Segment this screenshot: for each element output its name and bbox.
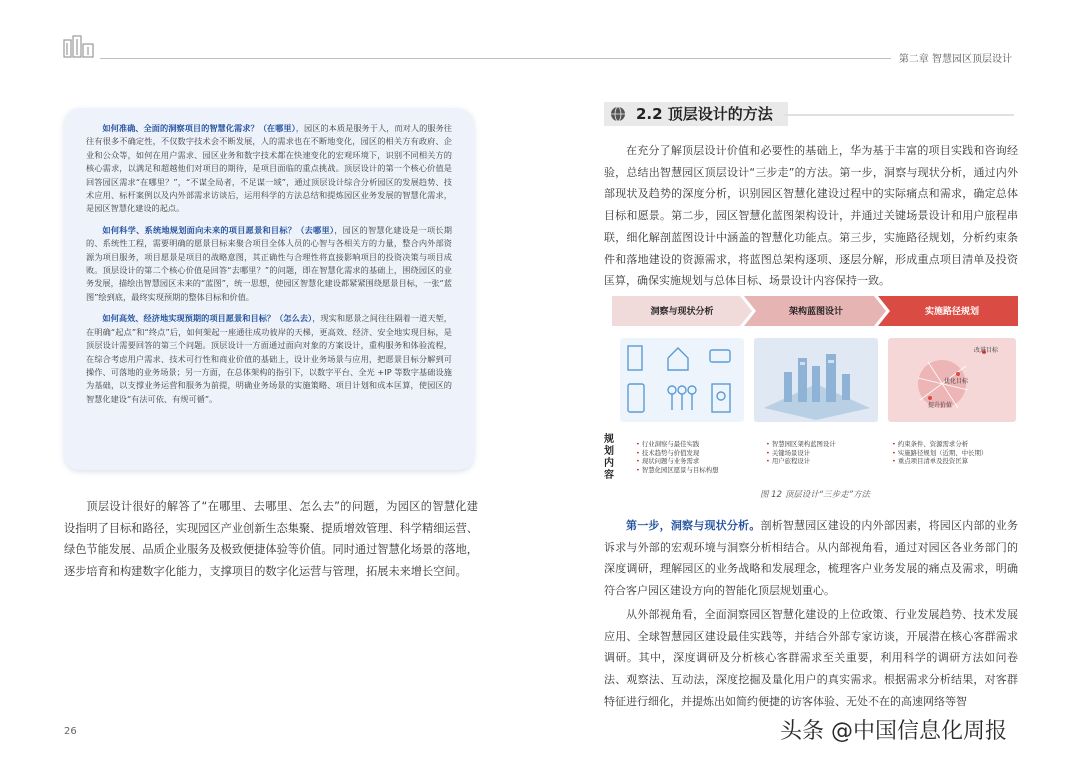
step1-more-paragraph: 从外部视角看，全面洞察园区智慧化建设的上位政策、行业发展趋势、技术发展应用、全球智慧园区建设最佳实践等，并结合外部专家访谈，开展潜在核心客群需求调研。其中，深度调研及分析核心客群需求至关重要，利用科学的调研方法如问卷法、观察法、互动法，深度挖掘及量化用户的真实需求。根据需求分析结果，对客群特征进行细化，并提炼出如简约便捷的访客体验、无处不在的高速网络等智 [604,608,1018,708]
callout-para-2 [86,224,452,304]
callout-para-1 [86,122,452,216]
plan-item: • 实施路径规划（近期、中长期） [892,449,1016,458]
step-label-2: 架构蓝图设计 [788,307,843,317]
figure-caption: 图 12 顶层设计“三步走”方法 [759,490,871,500]
plan-item: • 约束条件、资源需求分析 [892,440,1016,449]
chapter-title: 第二章 智慧园区顶层设计 [891,50,1012,65]
section-title: 2.2 顶层设计的方法 [632,102,788,126]
callout-question-1: 如何准确、全面的洞察项目的智慧化需求？（在哪里） [102,123,296,133]
blueprint-city-panel [754,338,878,422]
watermark-text: 头条 @中国信息化周报 [780,719,1007,744]
analysis-icons-panel [620,338,744,422]
step1-heading: 第一步，洞察与现状分析。 [626,519,761,532]
plan-item: • 关键场景设计 [766,449,884,458]
panel3-label-2: 优化目标 [944,378,969,385]
step1-paragraph [604,515,1018,602]
callout-question-2: 如何科学、系统地规划面向未来的项目愿景和目标？（去哪里） [102,224,335,235]
step-label-1: 洞察与现状分析 [650,307,714,317]
plan-item: • 智慧园区架构蓝图设计 [766,440,884,449]
globe-icon [610,106,626,122]
plan-item: • 智慧化园区愿景与目标构想 [636,466,756,475]
panel3-label-1: 改进目标 [974,347,999,354]
plan-column-2 [766,440,884,466]
section-rule [784,114,1014,116]
plan-item: • 用户旅程设计 [766,457,884,466]
building-logo-icon [62,34,96,58]
callout-text-1: ，园区的本质是服务于人，而对人的服务往往有很多不确定性，不仅数字技术会不断发展，人的需求也在不断地变化，园区的相关方有政府、企业和公众等，如何在用户需求、园区业务和数字技术都在快速变化的宏观环境下，识别不同相关方的核心需求，以满足和超越他们对项目的期待，是项目面临的重点挑战。顶层设计的第一个核心价值是回答园区需求“在哪里？”，“不谋全局者，不足谋一域”，通过顶层设计综合分析园区的发展趋势、技术应用、标杆案例以及内外部需求访谈后，运用科学的方法总结和提炼园区业务发展的智慧化需求，是园区智慧化建设的起点。 [86,123,452,214]
plan-item: • 行业洞察与最佳实践 [636,440,756,449]
plan-item: • 重点项目清单及投资匡算 [892,457,1016,466]
header-rule [100,58,1012,59]
left-body-paragraph: 顶层设计很好的解答了“在哪里、去哪里、怎么去”的问题，为园区的智慧化建设指明了目标和路径，实现园区产业创新生态集聚、提质增效管理、科学精细运营、绿色节能发展、品质企业服务及极致便捷体验等价值。同时通过智慧化场景的落地，逐步培育和构建数字化能力，支撑项目的数字化运营与管理，拓展未来增长空间。 [64,500,478,578]
section-heading [604,102,1014,126]
three-step-figure [604,296,1018,486]
callout-text-3: ，现实和愿景之间往往隔着一道天堑，在明确“起点”和“终点”后，如何架起一座通往成功彼岸的天梯，更高效、经济、安全地实现目标，是顶层设计需要回答的第三个问题。顶层设计一方面通过面向对象的方案设计，重构服务和体验流程，在综合考虑用户需求、技术可行性和商业价值的基础上，设计业务场景与应用，把愿景目标分解到可操作、可落地的业务场景；另一方面，在总体架构的指引下，以数字平台、全光 +IP 等数字基础设施为基础，以支撑业务运营和服务为前提，明确业务场景的实施策略、项目计划和成本匡算，使园区的智慧化建设“有法可依、有规可循”。 [86,313,452,404]
plan-item: • 技术趋势与价值发现 [636,449,756,458]
callout-para-3 [86,312,452,406]
plan-item: • 现状问题与业务需求 [636,457,756,466]
plan-column-1 [636,440,756,474]
callout-box [64,108,474,470]
step-label-3: 实施路径规划 [924,307,979,317]
page-number: 26 [64,726,77,737]
panel3-label-3: 提升价值 [928,402,953,409]
plan-heading: 规划内容 [604,434,614,481]
intro-paragraph: 在充分了解顶层设计价值和必要性的基础上，华为基于丰富的项目实践和咨询经验，总结出智慧园区顶层设计“三步走”的方法。第一步，洞察与现状分析，通过内外部现状及趋势的深度分析，识别园区智慧化建设过程中的实际痛点和需求，确定总体目标和愿景。第二步，园区智慧化蓝图架构设计，并通过关键场景设计和用户旅程串联，细化解剖蓝图设计中涵盖的智慧化功能点。第三步，实施路径规划，分析约束条件和落地建设的资源需求，将蓝图总架构逐项、逐层分解，形成重点项目清单及投资匡算，确保实施规划与总体目标、场景设计内容保持一致。 [604,144,1018,288]
plan-column-3 [892,440,1016,466]
step1-text: 剖析智慧园区建设的内外部因素，将园区内部的业务诉求与外部的宏观环境与洞察分析相结合。从内部视角看，通过对园区各业务部门的深度调研，理解园区的业务战略和发展理念，梳理客户业务发展的痛点及需求，明确符合客户园区建设方向的智能化顶层规划重心。 [604,519,1019,598]
callout-text-2: ，园区的智慧化建设是一项长期的、系统性工程，需要明确的愿景目标来聚合项目全体人员的心智与各相关方的力量，整合内外部资源为项目服务，项目愿景是项目的战略意图，其正确性与合理性将直接影响项目的投资决策与项目成败。顶层设计的第二个核心价值是回答“去哪里？”的问题，即在智慧化需求的基础上，围绕园区的业务发展，描绘出智慧园区未来的“蓝图”，统一思想，使园区智慧化建设都紧紧围绕愿景目标，一张“蓝图”绘到底，最终实现预期的整体目标和价值。 [86,224,452,302]
callout-question-3: 如何高效、经济地实现预期的项目愿景和目标？（怎么去） [102,313,313,324]
